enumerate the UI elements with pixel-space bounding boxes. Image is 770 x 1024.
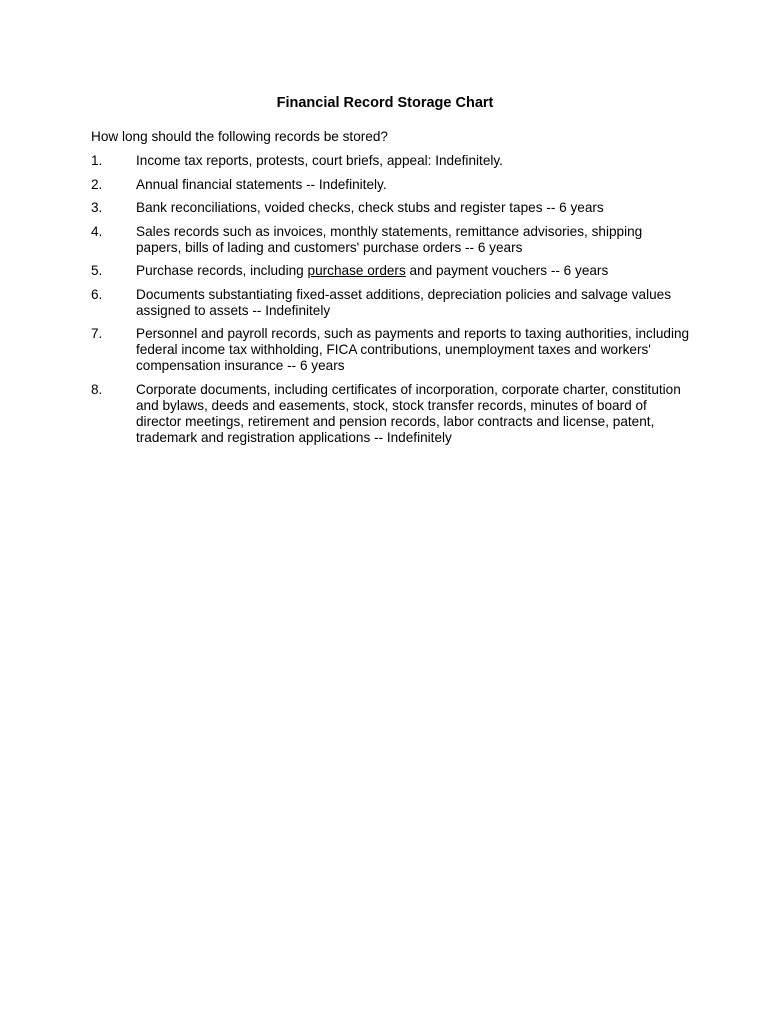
item-number: 3. xyxy=(91,200,103,215)
item-number: 6. xyxy=(91,286,103,302)
item-text: Personnel and payroll records, such as payments and reports to taxing authorities, including federal income tax withholding, FICA contributions, unemployment taxes and workers' compensation insurance -- 6 years xyxy=(136,326,690,373)
item-number: 8. xyxy=(91,381,103,397)
item-text xyxy=(136,263,691,279)
purchase-orders-link[interactable]: purchase orders xyxy=(307,263,406,278)
page-title: Financial Record Storage Chart xyxy=(276,95,494,111)
item-text-before: Purchase records, including xyxy=(136,263,308,278)
item-text: Documents substantiating fixed-asset additions, depreciation policies and salvage values assigned to assets -- Indefinitely xyxy=(136,286,672,318)
item-text: Bank reconciliations, voided checks, check stubs and register tapes -- 6 years xyxy=(136,200,604,215)
item-text: Income tax reports, protests, court briefs, appeal: Indefinitely. xyxy=(136,153,503,168)
list-item xyxy=(91,153,691,169)
record-list xyxy=(91,153,691,453)
item-number: 4. xyxy=(91,223,103,239)
intro-question: How long should the following records be stored? xyxy=(91,129,388,144)
list-item xyxy=(91,287,691,319)
item-text-after: and payment vouchers -- 6 years xyxy=(405,263,609,278)
item-number: 1. xyxy=(91,153,103,168)
item-number: 7. xyxy=(91,326,103,341)
list-item xyxy=(91,263,691,279)
item-text: Annual financial statements -- Indefinitely. xyxy=(136,176,387,192)
list-item xyxy=(91,326,691,374)
list-item xyxy=(91,382,691,446)
item-text: Sales records such as invoices, monthly statements, remittance advisories, shipping papers, bills of lading and customers' purchase orders -- 6 years xyxy=(136,223,643,255)
item-text: Corporate documents, including certificates of incorporation, corporate charter, constitution and bylaws, deeds and easements, stock, stock transfer records, minutes of board of director meetings, retirement and pension records, labor contracts and license, patent, trademark and registration applications -- Indefinitely xyxy=(136,381,681,445)
list-item xyxy=(91,177,691,193)
item-number: 2. xyxy=(91,176,103,192)
list-item xyxy=(91,224,691,256)
list-item xyxy=(91,200,691,216)
item-number: 5. xyxy=(91,263,103,278)
